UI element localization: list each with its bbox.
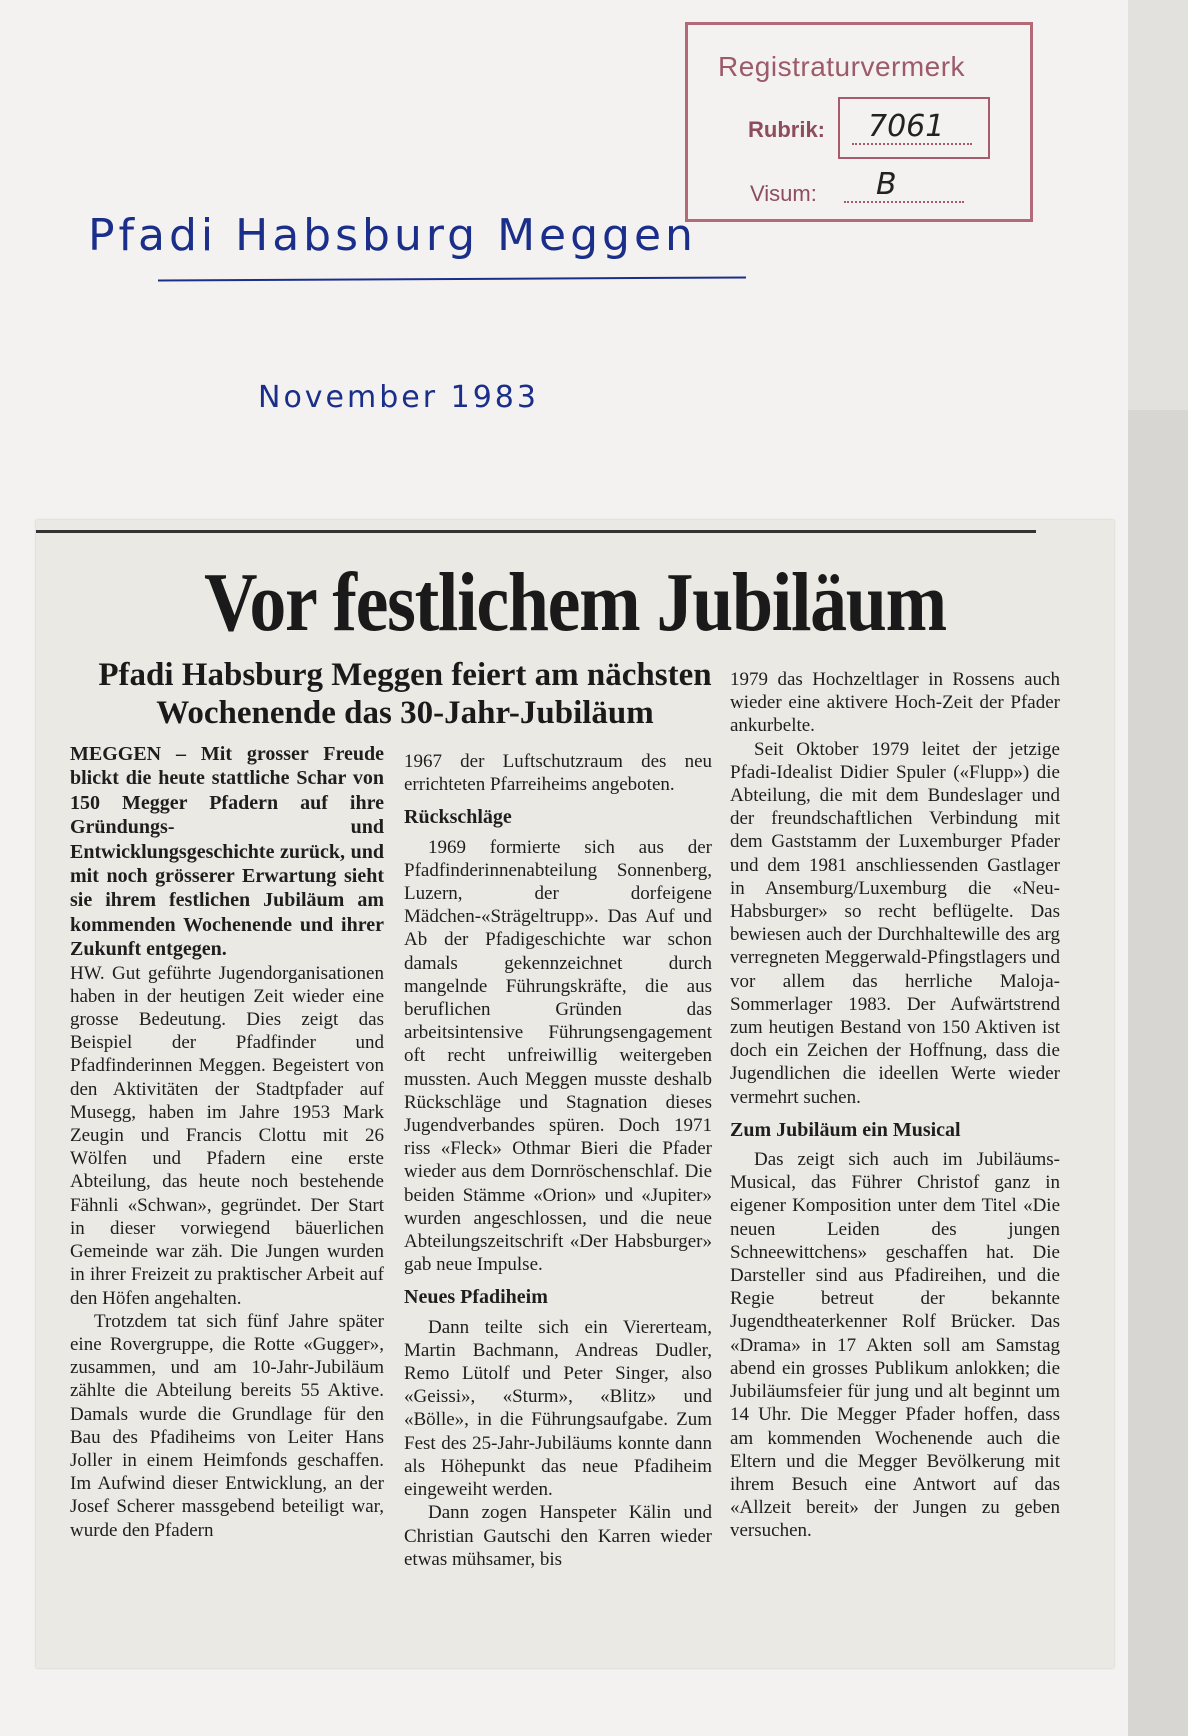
article-lead: MEGGEN – Mit grosser Freude blickt die heute stattliche Schar von 150 Megger Pfadern auf ihre Gründungs- und Entwicklungsgeschichte zurück, und mit noch grösserer Erwartung sieht sie ihrem festlichen Jubiläum am kommenden Wochenende und ihrer Zukunft entgegen.	[70, 743, 384, 961]
stamp-rubrik-value: 7061	[868, 109, 945, 144]
article-subhead: Pfadi Habsburg Meggen feiert am nächsten Wochenende das 30-Jahr-Jubiläum	[98, 657, 712, 731]
section-heading: Neues Pfadiheim	[404, 1286, 548, 1309]
handwritten-underline	[158, 276, 746, 281]
article-column-1	[70, 742, 384, 1542]
section-heading: Rückschläge	[404, 806, 512, 829]
paragraph: Seit Oktober 1979 leitet der jetzige Pfadi-Idealist Didier Spuler («Flupp») die Abteilung, die mit dem Bundeslager und der freundschaftlichen Verbindung mit dem Gaststamm der Luxemburger Pfader und dem 1981 anschliessenden Gastlager in Ansemburg/Luxemburg die «Neu-Habsburger» so recht beflügelte. Das bewiesen auch der Durchhaltewille des arg verregneten Meggerwald-Pfingstlagers und vor allem das herrliche Maloja-Sommerlager 1983. Der Aufwärtstrend zum heutigen Bestand von 150 Aktiven ist doch ein Zeichen der Hoffnung, dass die Jugendlichen die ideellen Werte wieder vermehrt suchen.	[730, 738, 1060, 1108]
stamp-visum-value: B	[876, 167, 897, 202]
handwritten-title: Pfadi Habsburg Meggen	[88, 210, 697, 261]
newspaper-clipping	[36, 520, 1114, 1668]
paragraph: HW. Gut geführte Jugendorganisationen haben in der heutigen Zeit wieder eine grosse Bedeutung. Dies zeigt das Beispiel der Pfadfinder und Pfadfinderinnen Meggen. Begeistert von den Aktivitäten der Stadtpfader auf Musegg, haben im Jahre 1953 Mark Zeugin und Francis Clottu mit 26 Wölfen und Pfadern eine erste Abteilung, das heute noch bestehende Fähnli «Schwan», gegründet. Der Start in dieser vorwiegend bäuerlichen Gemeinde war zäh. Die Jungen wurden in ihrer Freizeit zu praktischer Arbeit auf den Höfen angehalten.	[70, 962, 384, 1309]
stamp-visum-label: Visum:	[750, 181, 817, 206]
stamp-rubrik-label: Rubrik:	[748, 117, 825, 142]
article-headline: Vor festlichem Jubiläum	[204, 556, 946, 649]
stamp-rubrik-box	[838, 97, 990, 159]
article-column-3	[730, 668, 1060, 1543]
stamp-dotted-line	[852, 143, 972, 145]
paragraph: 1979 das Hochzeltlager in Rossens auch wieder eine aktivere Hoch-Zeit der Pfader ankurbelte.	[730, 669, 1060, 737]
article-column-2	[404, 750, 712, 1571]
stamp-title: Registraturvermerk	[718, 51, 966, 82]
paragraph: 1969 formierte sich aus der Pfadfinderinnenabteilung Sonnenberg, Luzern, der dorfeigene Mädchen-«Strägeltrupp». Das Auf und Ab der Pfadigeschichte war schon damals gekennzeichnet durch mangelnde Führungskräfte, die aus beruflichen Gründen das arbeitsintensive Führungsengagement oft recht unfreiwillig weitergeben mussten. Auch Meggen musste deshalb Rückschläge und Stagnation dieses Jugendverbandes spüren. Doch 1971 riss «Fleck» Othmar Bieri die Pfader wieder aus dem Dornröschenschlaf. Die beiden Stämme «Orion» und «Jupiter» wurden angeschlossen, und die neue Abteilungszeitschrift «Der Habsburger» gab neue Impulse.	[404, 836, 712, 1276]
paragraph: 1967 der Luftschutzraum des neu errichteten Pfarreiheims angeboten.	[404, 751, 712, 796]
paragraph: Das zeigt sich auch im Jubiläums-Musical, das Führer Christof ganz in eigener Komposition unter dem Titel «Die neuen Leiden des jungen Schneewittchens» geschaffen hat. Die Darsteller sind aus Pfadireihen, und die Regie betreut der bekannte Jugendtheaterkenner Rolf Brücker. Das «Drama» in 17 Akten soll am Samstag abend ein grosses Publikum anlokken; die Jubiläumsfeier für jung und alt beginnt um 14 Uhr. Die Megger Pfader hoffen, dass am kommenden Wochenende auch die Eltern und die Megger Bevölkerung mit ihrem Besuch eine Antwort auf das «Allzeit bereit» der Jungen zu geben versuchen.	[730, 1149, 1060, 1542]
section-heading: Zum Jubiläum ein Musical	[730, 1118, 961, 1141]
paragraph: Dann teilte sich ein Viererteam, Martin Bachmann, Andreas Dudler, Remo Lütolf und Peter Singer, also «Geissi», «Sturm», «Blitz» und «Bölle», in die Führungsaufgabe. Zum Fest des 25-Jahr-Jubiläums konnte dann als Höhepunkt das neue Pfadiheim eingeweiht werden.	[404, 1316, 712, 1501]
handwritten-date: November 1983	[258, 380, 539, 415]
paragraph: Trotzdem tat sich fünf Jahre später eine Rovergruppe, die Rotte «Gugger», zusammen, und am 10-Jahr-Jubiläum zählte die Abteilung bereits 55 Aktive. Damals wurde die Grundlage für den Bau des Pfadiheims von Leiter Hans Joller in einem Heimfonds geschaffen. Im Aufwind dieser Entwicklung, an der Josef Scherer massgebend beteiligt war, wurde den Pfadern	[70, 1310, 384, 1541]
adjacent-page-shadow	[1128, 410, 1188, 1736]
paragraph: Dann zogen Hanspeter Kälin und Christian Gautschi den Karren wieder etwas mühsamer, bis	[404, 1502, 712, 1570]
clipping-rule	[36, 530, 1036, 533]
registry-stamp	[685, 22, 1033, 222]
stamp-visum-dotted-line	[844, 201, 964, 203]
